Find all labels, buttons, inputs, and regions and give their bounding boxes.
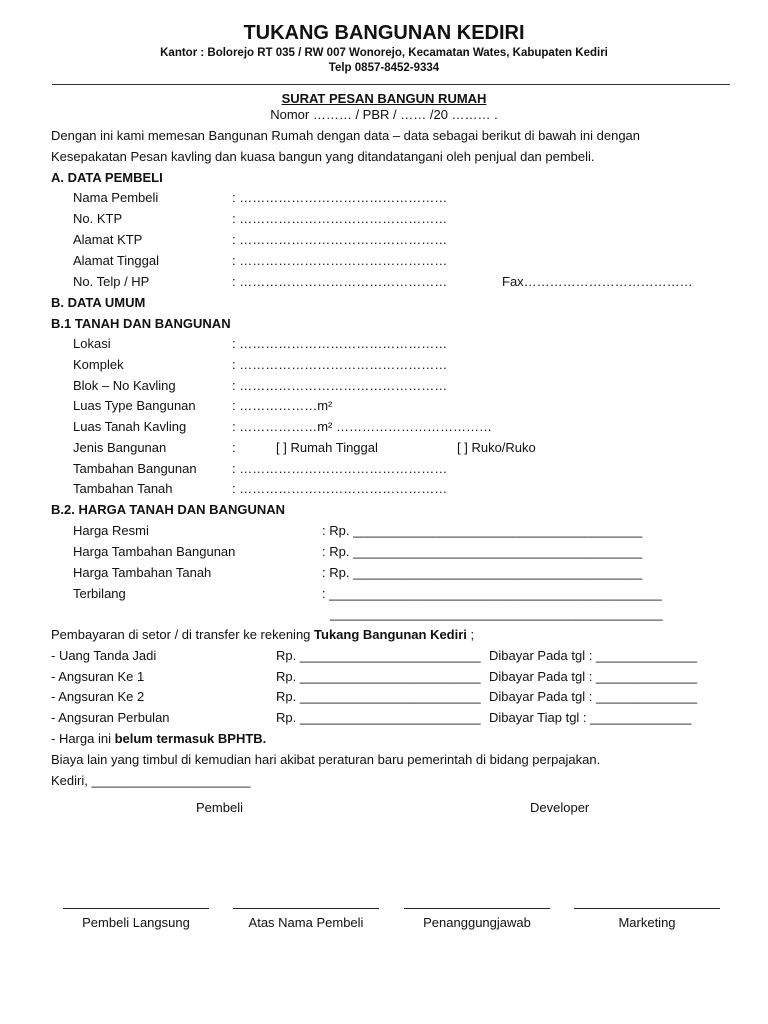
company-name: TUKANG BANGUNAN KEDIRI <box>243 22 525 44</box>
field-fax[interactable]: Fax………………………………… <box>502 274 693 289</box>
payment-rp-angsuran-perbulan[interactable]: Rp. _________________________ <box>276 710 481 725</box>
field-value-tambahan-bangunan[interactable]: : ………………………………………… <box>232 461 448 476</box>
field-value-harga-tambahan-bangunan[interactable]: : Rp. ________________________________________ <box>322 544 643 559</box>
intro-line-1: Dengan ini kami memesan Bangunan Rumah dengan data – data sebagai berikut di bawah ini dengan <box>51 128 641 143</box>
field-value-blok-kavling[interactable]: : ………………………………………… <box>232 378 448 393</box>
payment-rp-tanda-jadi[interactable]: Rp. _________________________ <box>276 648 481 663</box>
field-value-terbilang[interactable]: : ______________________________________________ <box>322 586 662 601</box>
section-b1-heading: B.1 TANAH DAN BANGUNAN <box>51 316 231 331</box>
field-label-terbilang: Terbilang <box>73 586 126 601</box>
document-title: SURAT PESAN BANGUN RUMAH <box>281 91 487 106</box>
field-label-nama-pembeli: Nama Pembeli <box>73 190 159 205</box>
payment-label-angsuran-perbulan: - Angsuran Perbulan <box>51 710 170 725</box>
payment-due-angsuran-1[interactable]: Dibayar Pada tgl : ______________ <box>489 669 698 684</box>
place-date-field[interactable]: Kediri, ______________________ <box>51 773 251 788</box>
checkbox-rumah-tinggal[interactable]: [ ] Rumah Tinggal <box>276 440 378 455</box>
field-label-lokasi: Lokasi <box>73 336 111 351</box>
field-value-luas-bangunan[interactable]: : ………………m² <box>232 398 333 413</box>
signature-heading-developer: Developer <box>530 800 590 815</box>
signature-label-penanggungjawab: Penanggungjawab <box>423 915 531 930</box>
field-label-no-ktp: No. KTP <box>73 211 123 226</box>
section-b-heading: B. DATA UMUM <box>51 295 146 310</box>
payment-due-tanda-jadi[interactable]: Dibayar Pada tgl : ______________ <box>489 648 698 663</box>
field-value-nama-pembeli[interactable]: : ………………………………………… <box>232 190 448 205</box>
payment-rp-angsuran-1[interactable]: Rp. _________________________ <box>276 669 481 684</box>
field-value-komplek[interactable]: : ………………………………………… <box>232 357 448 372</box>
field-value-terbilang-line2[interactable]: ______________________________________________ <box>330 606 663 621</box>
header-divider <box>52 84 730 85</box>
field-label-alamat-ktp: Alamat KTP <box>73 232 143 247</box>
payment-rp-angsuran-2[interactable]: Rp. _________________________ <box>276 689 481 704</box>
other-costs-note: Biaya lain yang timbul di kemudian hari akibat peraturan baru pemerintah di bidang perpajakan. <box>51 752 601 767</box>
payment-account-name: Tukang Bangunan Kediri <box>314 627 467 642</box>
checkbox-ruko[interactable]: [ ] Ruko/Ruko <box>457 440 536 455</box>
payment-label-angsuran-2: - Angsuran Ke 2 <box>51 689 145 704</box>
field-value-alamat-tinggal[interactable]: : ………………………………………… <box>232 253 448 268</box>
price-note: - Harga ini belum termasuk BPHTB. <box>51 731 267 746</box>
field-label-alamat-tinggal: Alamat Tinggal <box>73 253 159 268</box>
company-phone: Telp 0857-8452-9334 <box>328 62 440 74</box>
field-label-komplek: Komplek <box>73 357 124 372</box>
intro-line-2: Kesepakatan Pesan kavling dan kuasa bangun yang ditandatangani oleh penjual dan pembeli. <box>51 149 595 164</box>
signature-label-pembeli-langsung: Pembeli Langsung <box>82 915 190 930</box>
field-label-no-telp: No. Telp / HP <box>73 274 150 289</box>
signature-label-atas-nama: Atas Nama Pembeli <box>248 915 364 930</box>
field-value-no-telp[interactable]: : ………………………………………… <box>232 274 448 289</box>
field-label-harga-tambahan-bangunan: Harga Tambahan Bangunan <box>73 544 236 559</box>
field-value-harga-resmi[interactable]: : Rp. ________________________________________ <box>322 523 643 538</box>
field-value-alamat-ktp[interactable]: : ………………………………………… <box>232 232 448 247</box>
payment-label-angsuran-1: - Angsuran Ke 1 <box>51 669 145 684</box>
field-label-tambahan-tanah: Tambahan Tanah <box>73 481 173 496</box>
field-colon-jenis-bangunan: : <box>232 440 236 455</box>
field-value-lokasi[interactable]: : ………………………………………… <box>232 336 448 351</box>
signature-line-marketing <box>574 908 720 909</box>
section-a-heading: A. DATA PEMBELI <box>51 170 163 185</box>
field-value-tambahan-tanah[interactable]: : ………………………………………… <box>232 481 448 496</box>
field-label-harga-resmi: Harga Resmi <box>73 523 149 538</box>
field-label-jenis-bangunan: Jenis Bangunan <box>73 440 167 455</box>
signature-line-atas-nama <box>233 908 379 909</box>
section-b2-heading: B.2. HARGA TANAH DAN BANGUNAN <box>51 502 285 517</box>
signature-heading-buyer: Pembeli <box>196 800 243 815</box>
field-label-luas-tanah: Luas Tanah Kavling <box>73 419 187 434</box>
field-label-luas-bangunan: Luas Type Bangunan <box>73 398 196 413</box>
field-value-luas-tanah[interactable]: : ………………m² ……………………………… <box>232 419 492 434</box>
field-label-blok-kavling: Blok – No Kavling <box>73 378 176 393</box>
field-label-tambahan-bangunan: Tambahan Bangunan <box>73 461 197 476</box>
payment-label-tanda-jadi: - Uang Tanda Jadi <box>51 648 157 663</box>
field-label-harga-tambahan-tanah: Harga Tambahan Tanah <box>73 565 212 580</box>
signature-line-pembeli-langsung <box>63 908 209 909</box>
payment-due-angsuran-perbulan[interactable]: Dibayar Tiap tgl : ______________ <box>489 710 692 725</box>
document-number: Nomor ……… / PBR / …… /20 ……… . <box>270 107 498 122</box>
field-value-no-ktp[interactable]: : ………………………………………… <box>232 211 448 226</box>
price-note-bphtb: belum termasuk BPHTB. <box>114 731 267 746</box>
payment-intro: Pembayaran di setor / di transfer ke rekening Tukang Bangunan Kediri ; <box>51 627 475 642</box>
field-value-harga-tambahan-tanah[interactable]: : Rp. ________________________________________ <box>322 565 643 580</box>
signature-label-marketing: Marketing <box>618 915 676 930</box>
company-address: Kantor : Bolorejo RT 035 / RW 007 Wonorejo, Kecamatan Wates, Kabupaten Kediri <box>160 47 608 59</box>
signature-line-penanggungjawab <box>404 908 550 909</box>
payment-due-angsuran-2[interactable]: Dibayar Pada tgl : ______________ <box>489 689 698 704</box>
